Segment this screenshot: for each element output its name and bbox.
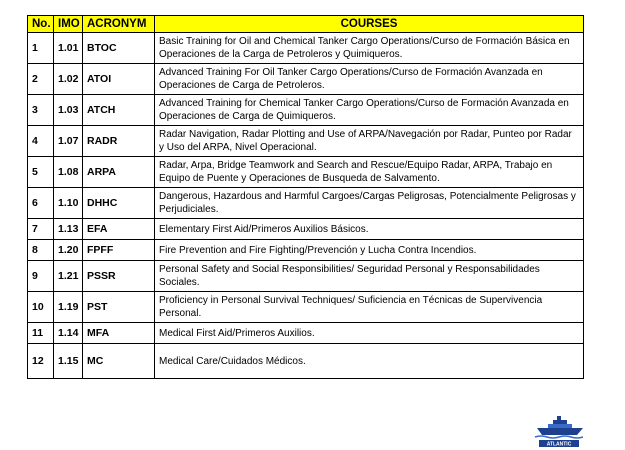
row-acronym: MFA xyxy=(83,323,155,344)
row-acronym: FPFF xyxy=(83,240,155,261)
table-row xyxy=(28,95,584,126)
header-courses: COURSES xyxy=(155,16,584,33)
row-number: 2 xyxy=(28,64,54,95)
courses-table xyxy=(27,15,584,379)
table-row xyxy=(28,188,584,219)
row-number: 5 xyxy=(28,157,54,188)
header-no: No. xyxy=(28,16,54,33)
row-course: Dangerous, Hazardous and Harmful Cargoes/Cargas Peligrosas, Potencialmente Peligrosas y Perjudiciales. xyxy=(155,188,584,219)
row-imo: 1.10 xyxy=(54,188,83,219)
row-number: 8 xyxy=(28,240,54,261)
header-acronym: ACRONYM xyxy=(83,16,155,33)
table-row xyxy=(28,344,584,379)
row-number: 11 xyxy=(28,323,54,344)
table-row xyxy=(28,157,584,188)
table-row xyxy=(28,323,584,344)
row-imo: 1.15 xyxy=(54,344,83,379)
row-imo: 1.21 xyxy=(54,261,83,292)
row-course: Medical First Aid/Primeros Auxilios. xyxy=(155,323,584,344)
row-acronym: EFA xyxy=(83,219,155,240)
ship-wave xyxy=(535,436,583,438)
row-number: 7 xyxy=(28,219,54,240)
table-header-row xyxy=(28,16,584,33)
table-row xyxy=(28,33,584,64)
row-number: 6 xyxy=(28,188,54,219)
row-course: Elementary First Aid/Primeros Auxilios Básicos. xyxy=(155,219,584,240)
row-number: 4 xyxy=(28,126,54,157)
row-imo: 1.07 xyxy=(54,126,83,157)
ship-hull xyxy=(537,428,583,435)
row-imo: 1.02 xyxy=(54,64,83,95)
row-course: Advanced Training For Oil Tanker Cargo Operations/Curso de Formación Avanzada en Operaciones de Carga de Petroleros. xyxy=(155,64,584,95)
row-acronym: RADR xyxy=(83,126,155,157)
table-row xyxy=(28,261,584,292)
row-course: Basic Training for Oil and Chemical Tanker Cargo Operations/Curso de Formación Básica en Operaciones de la Carga de Petroleros y Quimiqueros. xyxy=(155,33,584,64)
row-acronym: ATCH xyxy=(83,95,155,126)
table-row xyxy=(28,292,584,323)
logo-text: ATLANTIC xyxy=(546,441,572,448)
row-course: Radar Navigation, Radar Plotting and Use of ARPA/Navegación por Radar, Punteo por Radar y Uso del ARPA, Nivel Operacional. xyxy=(155,126,584,157)
row-acronym: PSSR xyxy=(83,261,155,292)
row-imo: 1.08 xyxy=(54,157,83,188)
row-number: 9 xyxy=(28,261,54,292)
row-number: 10 xyxy=(28,292,54,323)
row-number: 12 xyxy=(28,344,54,379)
row-acronym: MC xyxy=(83,344,155,379)
row-imo: 1.20 xyxy=(54,240,83,261)
row-course: Medical Care/Cuidados Médicos. xyxy=(155,344,584,379)
row-course: Personal Safety and Social Responsibilities/ Seguridad Personal y Responsabilidades Sociales. xyxy=(155,261,584,292)
table-row xyxy=(28,240,584,261)
header-imo: IMO xyxy=(54,16,83,33)
table-row xyxy=(28,64,584,95)
row-imo: 1.01 xyxy=(54,33,83,64)
row-imo: 1.03 xyxy=(54,95,83,126)
row-number: 3 xyxy=(28,95,54,126)
table-row xyxy=(28,126,584,157)
row-acronym: PST xyxy=(83,292,155,323)
row-course: Proficiency in Personal Survival Techniques/ Suficiencia en Técnicas de Supervivencia Personal. xyxy=(155,292,584,323)
row-imo: 1.13 xyxy=(54,219,83,240)
ship-logo-icon xyxy=(531,414,587,448)
row-course: Advanced Training for Chemical Tanker Cargo Operations/Curso de Formación Avanzada en Operaciones de Carga de Quimiqueros. xyxy=(155,95,584,126)
row-acronym: BTOC xyxy=(83,33,155,64)
row-course: Radar, Arpa, Bridge Teamwork and Search and Rescue/Equipo Radar, ARPA, Trabajo en Equipo de Puente y Operaciones de Busqueda de Salvamento. xyxy=(155,157,584,188)
ship-deck-middle xyxy=(548,424,572,428)
row-imo: 1.14 xyxy=(54,323,83,344)
ship-funnel xyxy=(557,416,561,420)
ship-deck-top xyxy=(553,420,567,424)
row-acronym: ATOI xyxy=(83,64,155,95)
table-row xyxy=(28,219,584,240)
row-course: Fire Prevention and Fire Fighting/Prevención y Lucha Contra Incendios. xyxy=(155,240,584,261)
row-number: 1 xyxy=(28,33,54,64)
row-imo: 1.19 xyxy=(54,292,83,323)
row-acronym: ARPA xyxy=(83,157,155,188)
row-acronym: DHHC xyxy=(83,188,155,219)
